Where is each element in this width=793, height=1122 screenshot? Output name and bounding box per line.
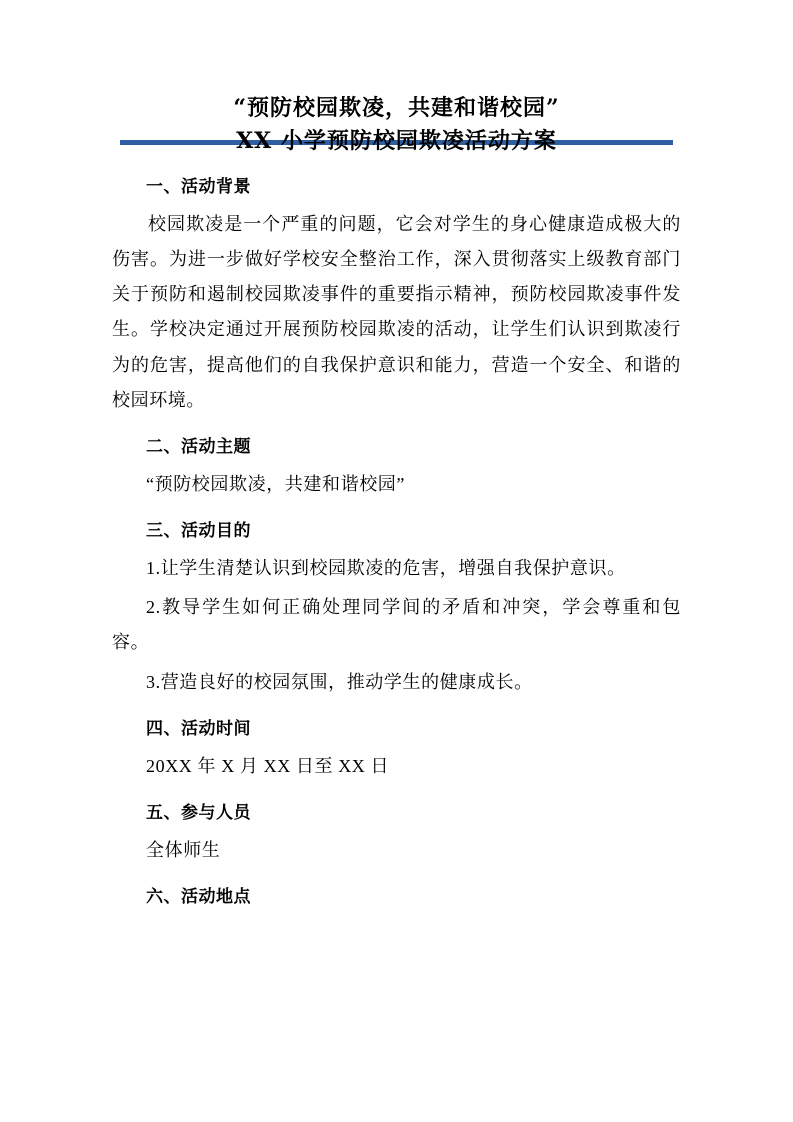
section-paragraph: 2.教导学生如何正确处理同学间的矛盾和冲突，学会尊重和包容。 — [112, 597, 681, 653]
section-heading: 一、活动背景 — [146, 177, 251, 197]
section-heading: 四、活动时间 — [146, 718, 251, 739]
section-activity-location — [112, 884, 681, 911]
section-heading: 六、活动地点 — [146, 887, 251, 908]
section-heading: 二、活动主题 — [146, 436, 251, 457]
section-activity-purpose — [112, 518, 681, 700]
section-paragraph: 3.营造良好的校园氛围，推动学生的健康成长。 — [146, 671, 533, 692]
section-heading: 五、参与人员 — [146, 802, 251, 823]
section-activity-background — [112, 174, 681, 418]
section-paragraph: 1.让学生清楚认识到校园欺凌的危害，增强自我保护意识。 — [146, 558, 626, 579]
section-paragraph: 20XX 年 X 月 XX 日至 XX 日 — [146, 755, 390, 776]
section-paragraph: 校园欺凌是一个严重的问题，它会对学生的身心健康造成极大的伤害。为进一步做好学校安全整治工作，深入贯彻落实上级教育部门关于预防和遏制校园欺凌事件的重要指示精神，预防校园欺凌事件发生。学校决定通过开展预防校园欺凌的活动，让学生们认识到欺凌行为的危害，提高他们的自我保护意识和能力，营造一个安全、和谐的校园环境。 — [112, 214, 681, 410]
document-title-block — [112, 92, 681, 158]
document-title-line-1: “预防校园欺凌，共建和谐校园” — [233, 95, 560, 121]
section-activity-time — [112, 716, 681, 784]
section-paragraph: “预防校园欺凌，共建和谐校园” — [146, 473, 405, 494]
document-title-line-2: XX 小学预防校园欺凌活动方案 — [236, 128, 557, 154]
section-activity-theme — [112, 434, 681, 502]
section-heading: 三、活动目的 — [146, 521, 251, 542]
section-participants — [112, 800, 681, 868]
section-paragraph: 全体师生 — [146, 840, 221, 861]
